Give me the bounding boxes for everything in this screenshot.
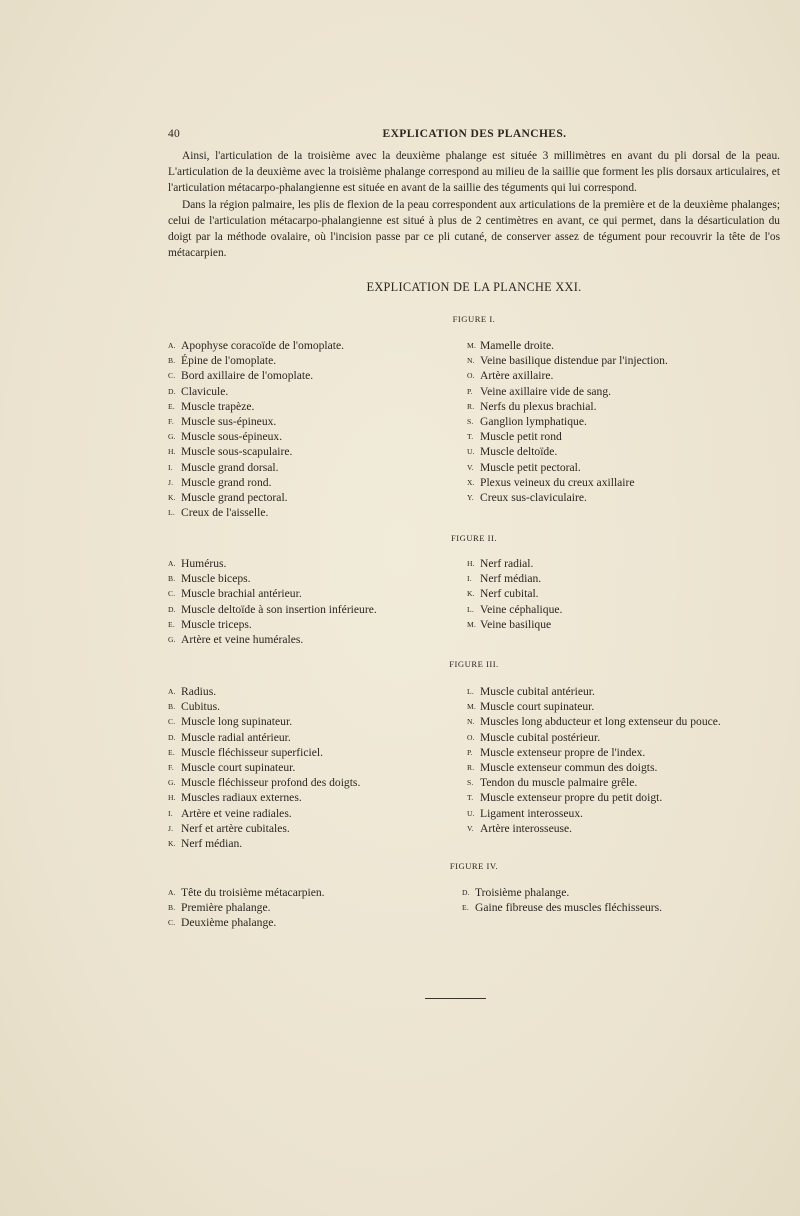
page-number: 40 [168,128,180,140]
legend-item [168,836,360,851]
legend-letter: N. [467,717,475,727]
legend-item [168,460,344,475]
legend-letter: M. [467,619,477,629]
figure-4-legend-left [168,885,325,931]
legend-item [168,399,344,414]
legend-item [168,775,360,790]
running-title: EXPLICATION DES PLANCHES. [382,128,567,140]
legend-letter: E. [168,619,175,629]
legend-text: Muscle fléchisseur profond des doigts. [181,776,361,790]
legend-letter: Y. [467,492,474,502]
legend-item [467,429,668,444]
legend-letter: H. [168,793,176,803]
legend-letter: C. [168,371,176,381]
legend-item [467,760,721,775]
legend-text: Veine axillaire vide de sang. [480,384,612,398]
legend-letter: U. [467,808,475,818]
legend-letter: A. [168,559,176,568]
legend-text: Muscle court supinateur. [181,760,296,774]
legend-letter: L. [168,508,175,518]
legend-item [168,617,377,632]
legend-item [168,900,325,915]
legend-text: Plexus veineux du creux axillaire [480,475,635,489]
legend-letter: B. [168,702,176,712]
legend-letter: T. [467,432,474,442]
legend-letter: K. [168,838,176,848]
legend-letter: H. [168,447,176,457]
legend-text: Muscle petit rond [480,430,562,444]
legend-letter: C. [168,589,176,599]
legend-text: Nerf médian. [181,836,243,850]
legend-letter: D. [168,386,176,396]
legend-text: Nerf radial. [480,557,534,570]
legend-letter: O. [467,732,475,742]
legend-text: Muscle court supinateur. [480,700,595,714]
legend-item [462,885,662,900]
plate-title: EXPLICATION DE LA PLANCHE XXI. [366,280,582,294]
legend-text: Nerfs du plexus brachial. [480,399,597,413]
figure-2-title: FIGURE II. [450,533,498,543]
legend-item [467,571,562,586]
legend-item [467,617,562,632]
legend-item [467,821,721,836]
legend-letter: B. [168,356,176,366]
figure-4-title: FIGURE IV. [449,861,499,871]
figure-4-legend-right [462,885,662,915]
legend-letter: A. [168,687,176,696]
legend-item [168,885,325,900]
legend-item [168,790,360,805]
legend-letter: J. [168,477,174,487]
legend-text: Artère et veine humérales. [181,632,304,646]
legend-item [168,730,360,745]
legend-item [168,368,344,383]
legend-letter: T. [467,793,474,803]
legend-item [467,806,721,821]
legend-letter: O. [467,371,475,381]
legend-item [168,602,377,617]
legend-text: Veine céphalique. [480,602,563,616]
legend-item [467,790,721,805]
legend-text: Artère et veine radiales. [181,806,292,820]
running-header [168,128,781,144]
legend-text: Muscle extenseur commun des doigts. [480,760,658,774]
legend-text: Gaine fibreuse des muscles fléchisseurs. [475,901,663,915]
figure-1-title: FIGURE I. [452,314,496,324]
legend-letter: C. [168,918,176,928]
figure-1-legend-right [467,338,668,505]
legend-text: Artère axillaire. [480,369,554,383]
legend-letter: G. [168,634,176,644]
legend-letter: H. [467,559,475,568]
legend-item [168,556,377,571]
legend-text: Muscle biceps. [181,572,251,586]
legend-item [168,475,344,490]
legend-letter: A. [168,341,176,350]
legend-letter: U. [467,447,475,457]
legend-text: Première phalange. [181,901,271,915]
legend-item [168,745,360,760]
legend-letter: E. [462,903,469,913]
legend-letter: F. [168,416,174,426]
legend-letter: E. [168,401,175,411]
legend-text: Muscle fléchisseur superficiel. [181,745,323,759]
legend-item [467,399,668,414]
legend-letter: G. [168,778,176,788]
end-rule [425,998,486,999]
legend-text: Muscle deltoïde. [480,445,558,459]
legend-item [467,353,668,368]
legend-text: Muscle grand pectoral. [181,490,288,504]
legend-item [467,684,721,699]
legend-text: Muscle trapèze. [181,399,255,413]
legend-item [467,460,668,475]
legend-text: Creux de l'aisselle. [181,506,269,520]
legend-letter: D. [168,732,176,742]
figure-3-legend-right [467,684,721,836]
legend-item [168,414,344,429]
legend-letter: V. [467,462,474,472]
legend-letter: C. [168,717,176,727]
legend-text: Muscles radiaux externes. [181,791,302,805]
legend-text: Troisième phalange. [475,886,570,899]
legend-letter: V. [467,823,474,833]
legend-item [168,490,344,505]
intro-paragraph: Dans la région palmaire, les plis de flexion de la peau correspondent aux articulations de la première et de la deuxième phalanges; celui de l'articulation métacarpo-phalangienne est situé à plus de 2 centimètres en avant, ce qui permet, dans la désarticulation du doigt par la méthode ovalaire, où l'incision passe par ce pli cutané, de conserver assez de tégument pour recouvrir la tête de l'os métacarpien. [168,198,780,260]
legend-item [467,490,668,505]
legend-item [168,821,360,836]
legend-text: Apophyse coracoïde de l'omoplate. [181,339,345,352]
legend-text: Veine basilique [480,617,552,631]
legend-item [168,586,377,601]
legend-letter: R. [467,401,475,411]
legend-letter: A. [168,888,176,897]
figure-2-legend-left [168,556,377,647]
legend-letter: F. [168,762,174,772]
legend-text: Tendon du muscle palmaire grêle. [480,776,638,790]
legend-text: Tête du troisième métacarpien. [181,886,325,899]
legend-text: Artère interosseuse. [480,821,573,835]
legend-letter: M. [467,341,477,350]
legend-text: Creux sus-claviculaire. [480,490,587,504]
legend-letter: M. [467,702,477,712]
legend-letter: K. [467,589,475,599]
legend-text: Cubitus. [181,700,220,714]
legend-letter: D. [168,604,176,614]
legend-text: Nerf cubital. [480,587,539,601]
legend-item [467,699,721,714]
legend-text: Muscle triceps. [181,617,252,631]
legend-text: Radius. [181,685,217,698]
legend-text: Muscle sous-scapulaire. [181,445,293,459]
legend-item [467,745,721,760]
legend-text: Humérus. [181,557,227,570]
legend-letter: B. [168,903,176,913]
legend-text: Muscle long supinateur. [181,715,293,729]
legend-text: Muscle brachial antérieur. [181,587,302,601]
legend-letter: N. [467,356,475,366]
legend-text: Muscle sus-épineux. [181,414,277,428]
legend-text: Deuxième phalange. [181,916,277,930]
legend-text: Muscles long abducteur et long extenseur du pouce. [480,715,721,729]
legend-letter: L. [467,604,474,614]
legend-letter: S. [467,416,474,426]
legend-item [462,900,662,915]
legend-item [467,586,562,601]
legend-letter: X. [467,477,475,487]
legend-text: Muscle grand dorsal. [181,460,279,474]
legend-item [168,915,325,930]
legend-item [168,571,377,586]
legend-text: Muscle extenseur propre de l'index. [480,745,646,759]
intro-text [168,148,780,261]
legend-text: Muscle cubital antérieur. [480,685,595,698]
legend-item [467,556,562,571]
legend-text: Veine basilique distendue par l'injection. [480,354,668,368]
legend-letter: I. [168,808,173,818]
legend-letter: E. [168,747,175,757]
legend-item [168,505,344,520]
legend-item [467,368,668,383]
legend-text: Muscle radial antérieur. [181,730,291,744]
legend-item [168,684,360,699]
legend-item [168,760,360,775]
legend-item [467,338,668,353]
legend-text: Ligament interosseux. [480,806,584,820]
legend-item [168,353,344,368]
legend-text: Muscle petit pectoral. [480,460,581,474]
legend-letter: L. [467,687,474,696]
legend-item [467,775,721,790]
legend-item [467,384,668,399]
legend-item [168,714,360,729]
legend-letter: B. [168,574,176,584]
legend-text: Clavicule. [181,384,229,398]
legend-item [467,730,721,745]
legend-text: Muscle grand rond. [181,475,272,489]
figure-2-legend-right [467,556,562,632]
legend-text: Nerf et artère cubitales. [181,821,290,835]
legend-letter: S. [467,778,474,788]
legend-text: Épine de l'omoplate. [181,354,277,368]
legend-letter: I. [467,574,472,584]
legend-text: Nerf médian. [480,572,542,586]
legend-item [467,414,668,429]
legend-text: Mamelle droite. [480,339,555,352]
legend-letter: P. [467,747,473,757]
legend-item [467,602,562,617]
legend-item [467,714,721,729]
figure-1-legend-left [168,338,344,520]
legend-item [168,632,377,647]
legend-item [168,806,360,821]
legend-text: Bord axillaire de l'omoplate. [181,369,314,383]
legend-text: Ganglion lymphatique. [480,414,587,428]
legend-item [168,444,344,459]
legend-item [168,699,360,714]
legend-letter: P. [467,386,473,396]
legend-text: Muscle cubital postérieur. [480,730,601,744]
figure-3-legend-left [168,684,360,851]
legend-letter: J. [168,823,174,833]
intro-paragraph: Ainsi, l'articulation de la troisième avec la deuxième phalange est située 3 millimètres en avant du pli dorsal de la peau. L'articulation de la deuxième avec la troisième phalange correspond au milieu de la saillie que forment les plis dorsaux articulaires, et l'articulation métacarpo-phalangienne est située en avant de la saillie des téguments qui lui correspond. [168,150,780,195]
legend-letter: R. [467,762,475,772]
legend-letter: D. [462,888,470,897]
legend-text: Muscle sous-épineux. [181,430,283,444]
figure-3-title: FIGURE III. [449,659,499,669]
legend-letter: K. [168,492,176,502]
legend-item [467,475,668,490]
legend-text: Muscle deltoïde à son insertion inférieure. [181,602,377,616]
legend-item [168,384,344,399]
legend-item [168,338,344,353]
legend-item [168,429,344,444]
legend-text: Muscle extenseur propre du petit doigt. [480,791,663,805]
legend-letter: G. [168,432,176,442]
legend-item [467,444,668,459]
legend-letter: I. [168,462,173,472]
